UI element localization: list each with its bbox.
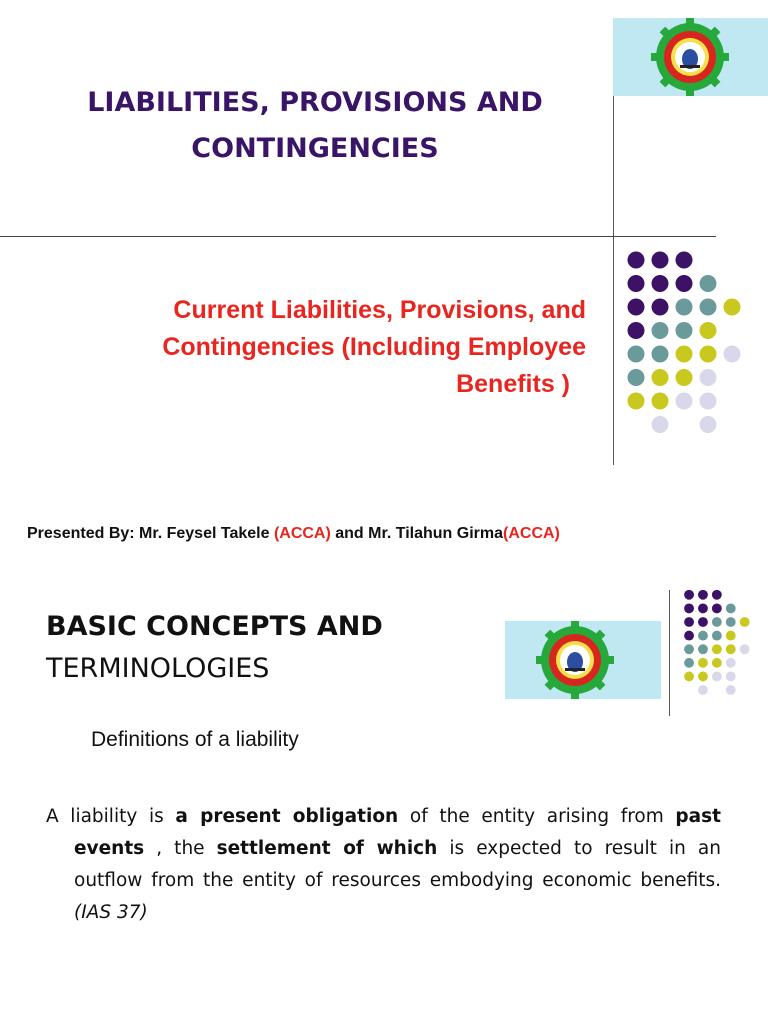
dot-grid-decoration-icon: [683, 589, 753, 699]
presented-prefix: Presented By: Mr. Feysel Takele: [27, 525, 274, 542]
decorative-dot: [700, 275, 717, 292]
slide1-title-line1: LIABILITIES, PROVISIONS AND: [87, 87, 543, 118]
decorative-dot: [712, 672, 722, 682]
para-reference: (IAS 37): [74, 902, 148, 923]
decorative-dot: [700, 346, 717, 363]
slide2-vertical-rule: [669, 590, 670, 716]
decorative-dot: [700, 416, 717, 433]
decorative-dot: [676, 299, 693, 316]
decorative-dot: [652, 393, 669, 410]
slide1-subtitle-line1: Current Liabilities, Provisions, and: [173, 296, 586, 324]
slide1-vertical-rule: [613, 96, 614, 465]
decorative-dot: [700, 322, 717, 339]
slide1-subtitle: [70, 292, 586, 403]
decorative-dot: [652, 416, 669, 433]
decorative-dot: [676, 322, 693, 339]
dot-grid-decoration-icon: [626, 250, 746, 440]
presenters-line: [27, 525, 767, 543]
slide1-subtitle-line3: Benefits ): [456, 370, 570, 398]
decorative-dot: [684, 603, 694, 613]
decorative-dot: [628, 252, 645, 269]
decorative-dot: [628, 393, 645, 410]
decorative-dot: [740, 644, 750, 654]
decorative-dot: [712, 617, 722, 627]
decorative-dot: [698, 617, 708, 627]
slide1-dot-pattern: [626, 250, 746, 440]
para-text-1: A liability is: [46, 806, 176, 827]
slide2-logo-panel: [505, 621, 661, 699]
presenter1-credential: (ACCA): [273, 525, 331, 542]
para-text-4: is expected to result in an outflow from the entity of resources embodying economic benefits.: [74, 838, 721, 891]
decorative-dot: [652, 322, 669, 339]
gear-emblem-logo-icon: [651, 18, 729, 96]
slide1-title: [60, 80, 570, 172]
decorative-dot: [712, 658, 722, 668]
decorative-dot: [700, 393, 717, 410]
decorative-dot: [698, 685, 708, 695]
decorative-dot: [676, 346, 693, 363]
decorative-dot: [726, 685, 736, 695]
slide2-heading: [46, 606, 383, 690]
decorative-dot: [652, 275, 669, 292]
decorative-dot: [652, 346, 669, 363]
decorative-dot: [684, 658, 694, 668]
para-bold-2: past events: [74, 806, 722, 859]
decorative-dot: [726, 672, 736, 682]
decorative-dot: [698, 672, 708, 682]
slide2-heading-regular: TERMINOLOGIES: [46, 653, 270, 684]
para-text-2: of the entity arising from: [398, 806, 676, 827]
decorative-dot: [698, 644, 708, 654]
slide1-horizontal-rule: [0, 236, 716, 237]
decorative-dot: [676, 275, 693, 292]
decorative-dot: [684, 590, 694, 600]
decorative-dot: [726, 631, 736, 641]
decorative-dot: [676, 252, 693, 269]
decorative-dot: [684, 631, 694, 641]
decorative-dot: [684, 644, 694, 654]
slide1-title-line2: CONTINGENCIES: [191, 133, 439, 164]
decorative-dot: [628, 275, 645, 292]
decorative-dot: [726, 658, 736, 668]
decorative-dot: [652, 252, 669, 269]
decorative-dot: [712, 644, 722, 654]
presented-middle: and Mr. Tilahun Girma: [330, 525, 503, 542]
decorative-dot: [724, 299, 741, 316]
para-text-3: , the: [144, 838, 217, 859]
slide2-heading-bold: BASIC CONCEPTS AND: [46, 611, 383, 642]
decorative-dot: [712, 590, 722, 600]
decorative-dot: [712, 603, 722, 613]
para-bold-1: a present obligation: [175, 806, 399, 827]
decorative-dot: [628, 322, 645, 339]
decorative-dot: [652, 299, 669, 316]
slide1-subtitle-line2: Contingencies (Including Employee: [162, 333, 586, 361]
decorative-dot: [726, 644, 736, 654]
decorative-dot: [724, 346, 741, 363]
decorative-dot: [700, 369, 717, 386]
decorative-dot: [652, 369, 669, 386]
decorative-dot: [628, 299, 645, 316]
slide2-dot-pattern: [683, 589, 753, 699]
decorative-dot: [628, 369, 645, 386]
decorative-dot: [676, 369, 693, 386]
decorative-dot: [684, 672, 694, 682]
slide2-subheading: Definitions of a liability: [91, 728, 299, 751]
decorative-dot: [740, 617, 750, 627]
decorative-dot: [700, 299, 717, 316]
decorative-dot: [684, 617, 694, 627]
decorative-dot: [726, 617, 736, 627]
decorative-dot: [698, 603, 708, 613]
para-bold-3: settlement of which: [216, 838, 438, 859]
decorative-dot: [676, 393, 693, 410]
decorative-dot: [698, 631, 708, 641]
liability-definition-paragraph: [46, 801, 721, 929]
decorative-dot: [726, 603, 736, 613]
decorative-dot: [698, 590, 708, 600]
presenter2-credential: (ACCA): [503, 525, 560, 542]
decorative-dot: [628, 346, 645, 363]
decorative-dot: [698, 658, 708, 668]
decorative-dot: [712, 631, 722, 641]
gear-emblem-logo-icon: [536, 621, 614, 699]
slide1-logo-panel: [613, 18, 768, 96]
